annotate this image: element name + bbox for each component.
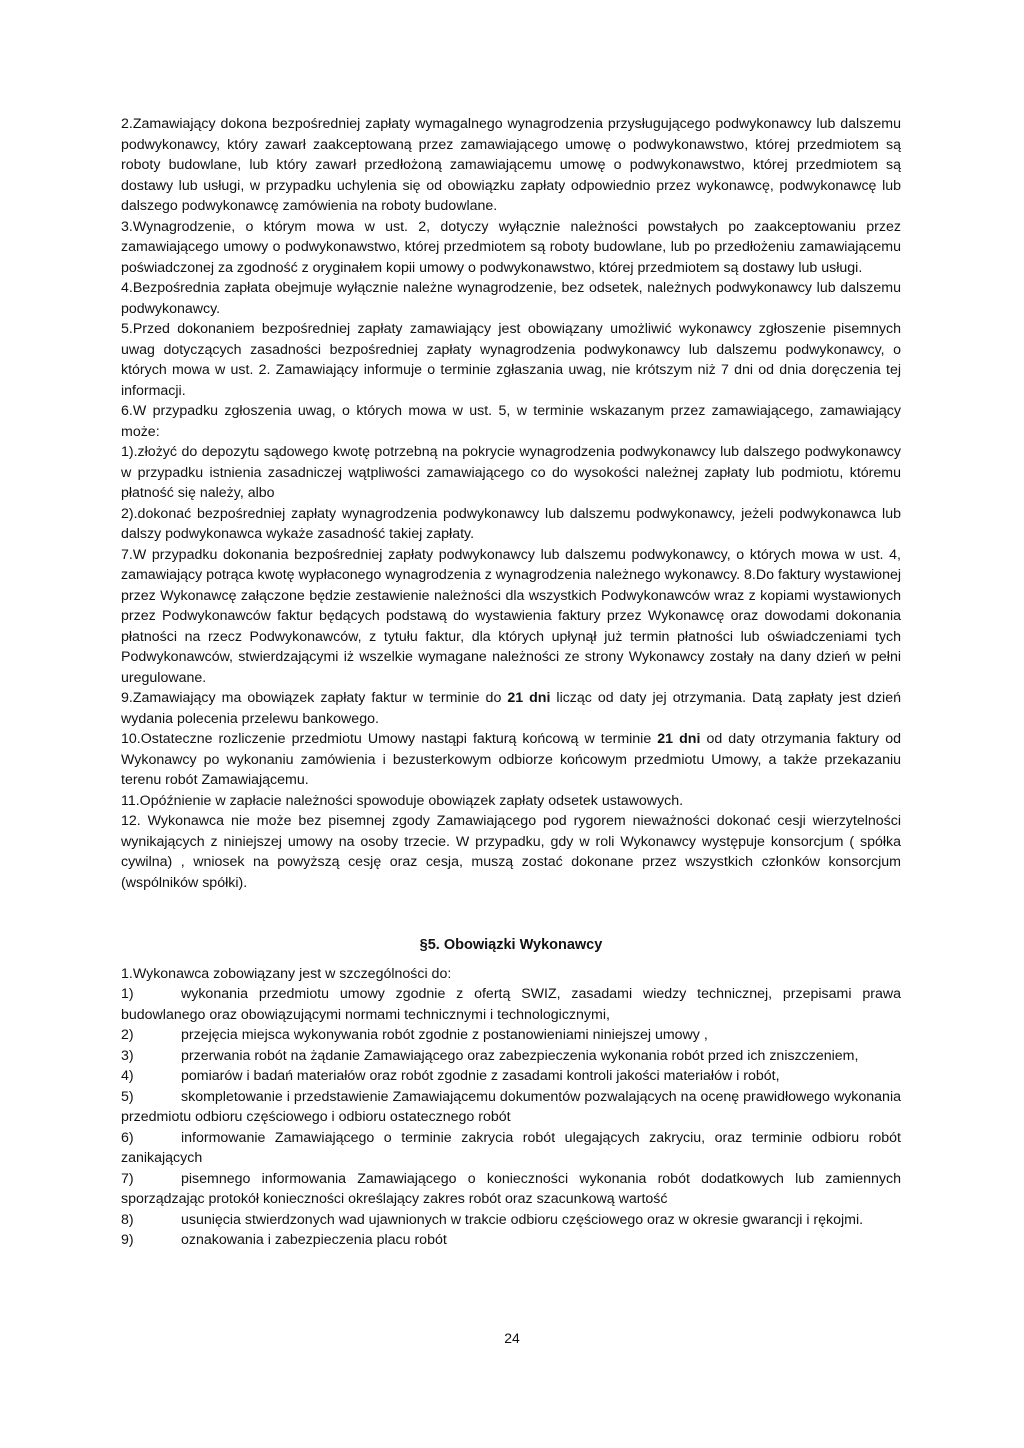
list-item-number: 7) xyxy=(121,1170,134,1187)
list-item-number: 3) xyxy=(121,1047,134,1064)
paragraph-10 xyxy=(121,729,901,791)
section-heading: §5. Obowiązki Wykonawcy xyxy=(419,937,603,953)
list-item-number: 1) xyxy=(121,986,134,1002)
list-item-number: 5) xyxy=(121,1088,134,1105)
document-body xyxy=(121,114,901,1251)
list-item xyxy=(121,1210,901,1231)
list-item-text: pomiarów i badań materiałów oraz robót zgodnie z zasadami kontroli jakości materiałów i robót, xyxy=(181,1068,780,1084)
list-item-number: 6) xyxy=(121,1129,134,1146)
obligations-list xyxy=(121,984,901,1251)
paragraph-9 xyxy=(121,688,901,729)
section-intro: 1.Wykonawca zobowiązany jest w szczególności do: xyxy=(121,965,452,982)
paragraph-7-8: 7.W przypadku dokonania bezpośredniej zapłaty podwykonawcy lub dalszemu podwykonawcy, o których mowa w ust. 4, zamawiający potrąca kwotę wypłaconego wynagrodzenia z wynagrodzenia należnego wykonawcy. 8.Do faktury wystawionej przez Wykonawcę załączone będzie zestawienie należności dla wszystkich Podwykonawców wraz z kopiami wystawionych przez Podwykonawców faktur będących podstawą do wystawienia faktury przez Wykonawcę oraz dowodami dokonania płatności na rzecz Podwykonawców, z tytułu faktur, dla których upłynął już termin płatności lub oświadczeniami tych Podwykonawców, stwierdzającymi iż wszelkie wymagane należności ze strony Wykonawcy zostały na dany dzień w pełni uregulowane. xyxy=(121,546,901,686)
paragraph-6: 6.W przypadku zgłoszenia uwag, o których mowa w ust. 5, w terminie wskazanym przez zamawiającego, zamawiający może: xyxy=(121,403,901,440)
list-item xyxy=(121,1025,901,1046)
paragraph-6-option-2: 2).dokonać bezpośredniej zapłaty wynagrodzenia podwykonawcy lub dalszemu podwykonawcy, jeżeli podwykonawca lub dalszy podwykonawca wykaże zasadność takiej zapłaty. xyxy=(121,505,901,542)
list-item-text: informowanie Zamawiającego o terminie zakrycia robót ulegających zakryciu, oraz terminie odbioru robót zanikających xyxy=(121,1129,901,1166)
list-item xyxy=(121,1087,901,1128)
list-item-number: 8) xyxy=(121,1211,134,1228)
paragraph-9-bold: 21 dni xyxy=(507,690,551,706)
list-item-text: wykonania przedmiotu umowy zgodnie z ofertą SWIZ, zasadami wiedzy technicznej, przepisami prawa budowlanego oraz obowiązującymi normami technicznymi i technologicznymi, xyxy=(121,986,901,1023)
paragraph-10-text-a: 10.Ostateczne rozliczenie przedmiotu Umowy nastąpi fakturą końcową w terminie xyxy=(121,731,658,747)
list-item xyxy=(121,1169,901,1210)
paragraph-2: 2.Zamawiający dokona bezpośredniej zapłaty wymagalnego wynagrodzenia przysługującego podwykonawcy lub dalszemu podwykonawcy, który zawarł zaakceptowaną przez zamawiającego umowę o podwykonawstwo, której przedmiotem są roboty budowlane, lub który zawarł przedłożoną zamawiającemu umowę o podwykonawstwo, której przedmiotem są dostawy lub usługi, w przypadku uchylenia się od obowiązku zapłaty odpowiednio przez wykonawcę, podwykonawcę lub dalszego podwykonawcę zamówienia na roboty budowlane. xyxy=(121,116,901,214)
list-item-text: pisemnego informowania Zamawiającego o konieczności wykonania robót dodatkowych lub zamiennych sporządzając protokół konieczności określający zakres robót oraz szacunkową wartość xyxy=(121,1170,901,1207)
list-item-text: przejęcia miejsca wykonywania robót zgodnie z postanowieniami niniejszej umowy , xyxy=(181,1027,708,1043)
list-item-text: przerwania robót na żądanie Zamawiającego oraz zabezpieczenia wykonania robót przed ich zniszczeniem, xyxy=(181,1047,859,1064)
paragraph-10-text-b: od daty otrzymania faktury od Wykonawcy po wykonaniu zamówienia i bezusterkowym odbiorze końcowym przedmiotu Umowy, a także przekazaniu terenu robót Zamawiającemu. xyxy=(121,731,901,788)
paragraph-11: 11.Opóźnienie w zapłacie należności spowoduje obowiązek zapłaty odsetek ustawowych. xyxy=(121,792,684,809)
list-item xyxy=(121,1046,901,1067)
list-item-number: 2) xyxy=(121,1027,134,1043)
paragraph-10-bold: 21 dni xyxy=(657,731,701,747)
paragraph-12: 12. Wykonawca nie może bez pisemnej zgody Zamawiającego pod rygorem nieważności dokonać cesji wierzytelności wynikających z niniejszej umowy na osoby trzecie. W przypadku, gdy w roli Wykonawcy występuje konsorcjum ( spółka cywilna) , wniosek na powyższą cesję oraz cesja, muszą zostać dokonane przez wszystkich członków konsorcjum (wspólników spółki). xyxy=(121,813,901,891)
paragraph-9-text-b: licząc od daty jej otrzymania. Datą zapłaty jest dzień wydania polecenia przelewu bankowego. xyxy=(121,690,901,727)
list-item-text: skompletowanie i przedstawienie Zamawiającemu dokumentów pozwalających na ocenę prawidłowego wykonania przedmiotu odbioru częściowego i odbioru ostatecznego robót xyxy=(121,1088,901,1125)
paragraph-3: 3.Wynagrodzenie, o którym mowa w ust. 2, dotyczy wyłącznie należności powstałych po zaakceptowaniu przez zamawiającego umowy o podwykonawstwo, której przedmiotem są roboty budowlane, lub po przedłożeniu zamawiającemu poświadczonej za zgodność z oryginałem kopii umowy o podwykonawstwo, której przedmiotem są dostawy lub usługi. xyxy=(121,218,901,276)
list-item-number: 9) xyxy=(121,1232,134,1248)
list-item xyxy=(121,1066,901,1087)
list-item-text: usunięcia stwierdzonych wad ujawnionych w trakcie odbioru częściowego oraz w okresie gwarancji i rękojmi. xyxy=(181,1211,864,1228)
list-item xyxy=(121,984,901,1025)
list-item xyxy=(121,1128,901,1169)
paragraph-9-text-a: 9.Zamawiający ma obowiązek zapłaty faktur w terminie do xyxy=(121,690,508,706)
paragraph-5: 5.Przed dokonaniem bezpośredniej zapłaty zamawiający jest obowiązany umożliwić wykonawcy zgłoszenie pisemnych uwag dotyczących zasadności bezpośredniej zapłaty wynagrodzenia podwykonawcy lub dalszemu podwykonawcy, o których mowa w ust. 2. Zamawiający informuje o terminie zgłaszania uwag, nie krótszym niż 7 dni od dnia doręczenia tej informacji. xyxy=(121,321,901,399)
list-item xyxy=(121,1230,901,1251)
list-item-text: oznakowania i zabezpieczenia placu robót xyxy=(181,1232,447,1248)
paragraph-4: 4.Bezpośrednia zapłata obejmuje wyłącznie należne wynagrodzenie, bez odsetek, należnych podwykonawcy lub dalszemu podwykonawcy. xyxy=(121,280,901,317)
paragraph-6-option-1: 1).złożyć do depozytu sądowego kwotę potrzebną na pokrycie wynagrodzenia podwykonawcy lub dalszego podwykonawcy w przypadku istnienia zasadniczej wątpliwości zamawiającego co do wysokości należnej zapłaty lub podmiotu, któremu płatność się należy, albo xyxy=(121,444,901,501)
list-item-number: 4) xyxy=(121,1068,134,1084)
page-number: 24 xyxy=(504,1330,520,1346)
